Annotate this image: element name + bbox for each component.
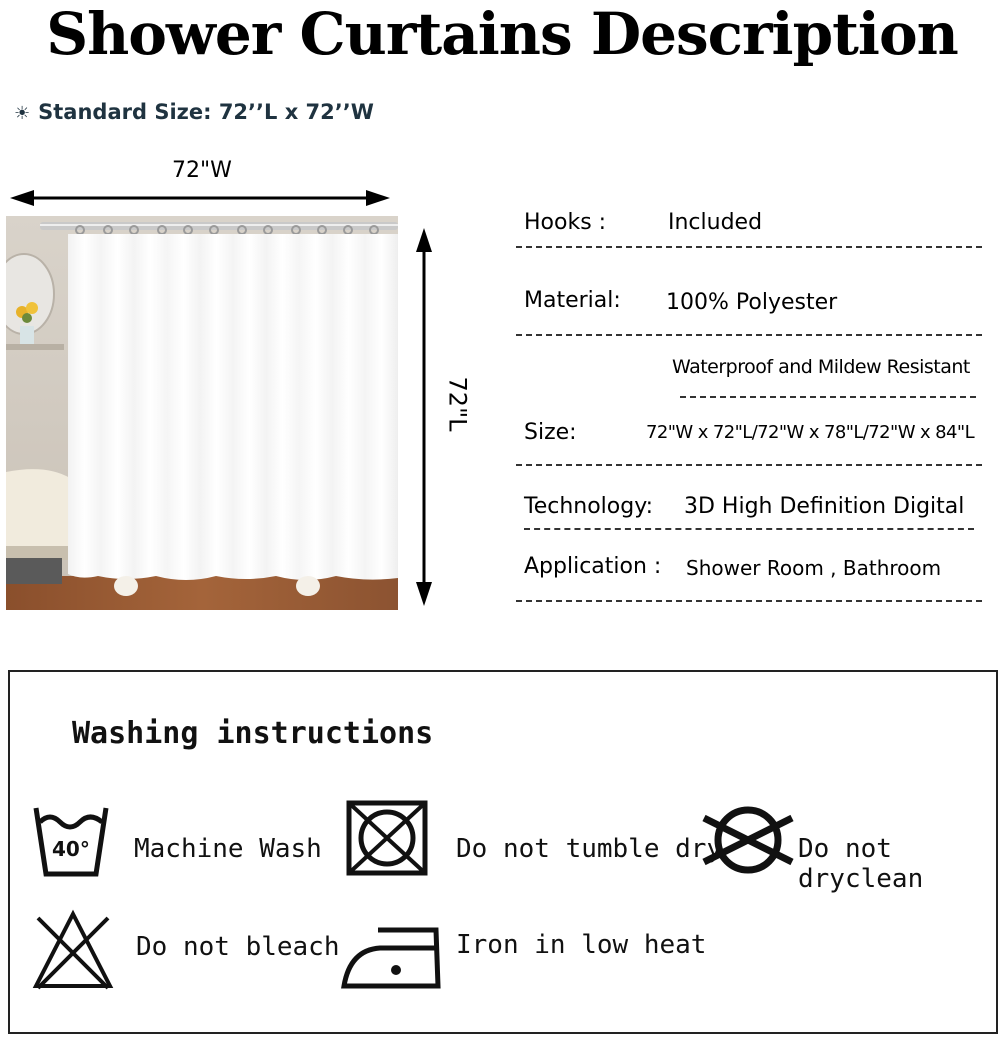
spec-value-application: Shower Room , Bathroom [686,556,942,580]
spec-value-hooks: Included [668,210,763,235]
divider [524,528,974,530]
wash-label-bleach: Do not bleach [136,932,340,962]
curtain-photo [6,216,398,610]
divider [516,246,982,248]
page-title: Shower Curtains Description [46,0,958,68]
iron-low-heat-icon [340,924,444,992]
spec-value-material: 100% Polyester [666,290,838,315]
machine-wash-40-icon [30,800,112,880]
divider [516,464,982,466]
spec-label-hooks: Hooks : [524,210,607,235]
spec-label-technology: Technology: [524,494,654,519]
length-label: 72"L [443,376,472,432]
spec-value-technology: 3D High Definition Digital [684,494,965,519]
spec-label-application: Application : [524,554,662,579]
no-tumble-dry-icon [344,798,430,878]
washing-title: Washing instructions [72,716,434,751]
divider [516,600,982,602]
standard-size-text: Standard Size: 72’’L x 72’’W [38,100,374,124]
wash-label-machine: Machine Wash [134,834,322,864]
no-dryclean-icon [700,804,796,876]
wash-label-iron: Iron in low heat [456,930,707,960]
spec-extra-material: Waterproof and Mildew Resistant [672,356,970,378]
width-label: 72"W [172,158,232,183]
divider [516,334,982,336]
spec-label-size: Size: [524,420,577,445]
no-bleach-icon [30,908,116,990]
sun-bullet-icon: ☀ [14,103,31,124]
spec-label-material: Material: [524,288,621,313]
divider [680,396,976,398]
wash-label-tumble: Do not tumble dry [456,834,723,864]
wash-label-dryclean: Do not dryclean [798,834,924,894]
spec-value-size: 72"W x 72"L/72"W x 78"L/72"W x 84"L [646,422,974,443]
machine-wash-temp: 40° [52,837,90,861]
